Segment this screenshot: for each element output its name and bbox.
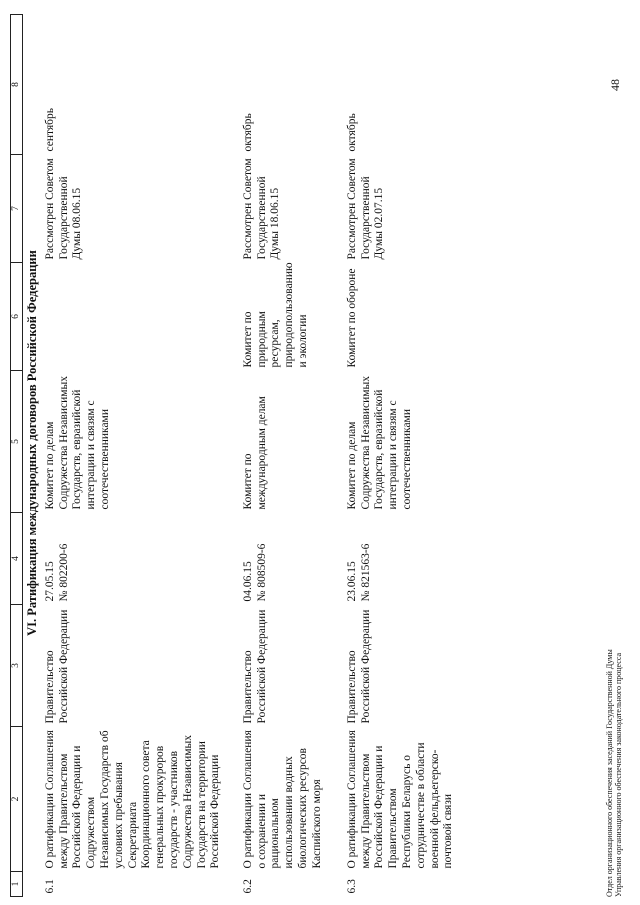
col-number-4: 4 xyxy=(11,513,23,605)
responsible-committee: Комитет по делам Содружества Независимых Государств, евразийской интеграции и связям с соотечественниками xyxy=(43,375,112,510)
bill-title: О ратификации Соглашения о сохранении и рациональном использовании водных биологических ресурсов Каспийского моря xyxy=(241,730,323,869)
registration-number: № 802200-6 xyxy=(57,543,70,602)
table-row xyxy=(43,15,241,897)
status: Рассмотрен Советом Государственной Думы 02.07.15 xyxy=(345,158,386,260)
planned-month: октябрь xyxy=(345,113,358,152)
col-number-2: 2 xyxy=(11,727,23,872)
legislation-table xyxy=(10,14,460,897)
registration-number: № 821563-6 xyxy=(359,543,372,602)
col-number-7: 7 xyxy=(11,155,23,263)
co-executor-committee: Комитет по природным ресурсам, природопользованию и экологии xyxy=(241,262,310,368)
submission-date: 27.05.15 xyxy=(43,561,56,602)
registration-number: № 808509-6 xyxy=(255,543,268,602)
row-number: 6.2 xyxy=(241,879,254,894)
column-number-row xyxy=(11,15,23,897)
row-number: 6.3 xyxy=(345,879,358,894)
co-executor-committee: Комитет по обороне xyxy=(345,268,358,368)
footer-line-1: Отдел организационного обеспечения заседаний Государственной Думы xyxy=(605,649,614,897)
page-number: 48 xyxy=(608,79,622,91)
bill-title: О ратификации Соглашения между Правительством Российской Федерации и Содружеством Независимых Государств об условиях пребывания Секретариата Координационного совета генеральных прокуроров государств - участников Содружества Независимых Государств на территории Российской Федерации xyxy=(43,730,222,869)
status: Рассмотрен Советом Государственной Думы 08.06.15 xyxy=(43,158,84,260)
co-executor-committee xyxy=(43,263,241,371)
table-row xyxy=(241,15,345,897)
col-number-8: 8 xyxy=(11,15,23,155)
planned-month: октябрь xyxy=(241,113,254,152)
row-number: 6.1 xyxy=(43,879,56,894)
section-row xyxy=(23,15,43,897)
responsible-committee: Комитет по делам Содружества Независимых Государств, евразийской интеграции и связям с соотечественниками xyxy=(345,375,414,510)
col-number-5: 5 xyxy=(11,371,23,513)
initiator: Правительство Российской Федерации xyxy=(241,609,268,724)
bill-title: О ратификации Соглашения между Правительством Российской Федерации и Правительством Республики Беларусь о сотрудничестве в области военной фельдъегерско-почтовой связи xyxy=(345,730,455,869)
initiator: Правительство Российской Федерации xyxy=(43,609,70,724)
initiator: Правительство Российской Федерации xyxy=(345,609,372,724)
col-number-6: 6 xyxy=(11,263,23,371)
status: Рассмотрен Советом Государственной Думы 18.06.15 xyxy=(241,158,282,260)
section-title: VI. Ратификация международных договоров Российской Федерации xyxy=(25,250,40,636)
submission-date: 04.06.15 xyxy=(241,561,254,602)
planned-month: сентябрь xyxy=(43,107,56,152)
footer-note xyxy=(605,649,623,897)
table-row xyxy=(345,15,460,897)
footer-line-2: Управления организационного обеспечения законодательного процесса xyxy=(614,652,624,897)
submission-date: 23.06.15 xyxy=(345,561,358,602)
responsible-committee: Комитет по международным делам xyxy=(241,396,268,510)
col-number-1: 1 xyxy=(11,872,23,897)
col-number-3: 3 xyxy=(11,605,23,727)
